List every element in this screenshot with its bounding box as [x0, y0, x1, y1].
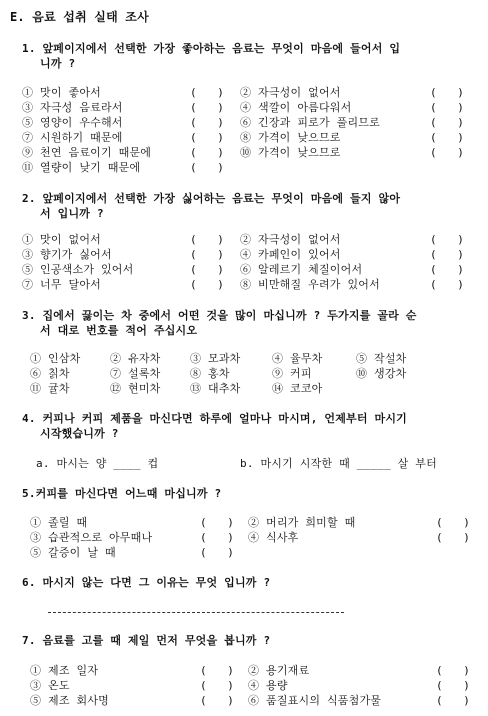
q3-option: ⑦ 설록차 [110, 367, 161, 380]
q5-answer-box[interactable]: ( ) [200, 516, 235, 529]
q7-answer-box[interactable]: ( ) [200, 679, 235, 692]
q3-option: ⑥ 칡차 [30, 367, 70, 380]
q2-answer-box[interactable]: ( ) [190, 248, 225, 261]
q5-answer-box[interactable]: ( ) [200, 546, 235, 559]
q1-answer-box[interactable]: ( ) [190, 101, 225, 114]
q1-option: ⑦ 시원하기 때문에 [22, 131, 123, 144]
q2-answer-box[interactable]: ( ) [190, 278, 225, 291]
q2-answer-box[interactable]: ( ) [430, 248, 465, 261]
q6-text-line1: 6. 마시지 않는 다면 그 이유는 무엇 입니까 ? [22, 576, 271, 589]
q1-option: ③ 자극성 음료라서 [22, 101, 123, 114]
q1-option: ⑧ 가격이 낮으므로 [240, 131, 341, 144]
q7-option: ② 용기재료 [248, 664, 310, 677]
q3-text-line2: 서 대로 번호를 적어 주십시오 [40, 324, 198, 337]
q3-option: ⑬ 대추차 [190, 382, 241, 395]
q1-option: ⑤ 영양이 우수해서 [22, 116, 123, 129]
q3-option: ⑭ 코코아 [272, 382, 323, 395]
q1-answer-box[interactable]: ( ) [190, 146, 225, 159]
q5-option: ③ 습관적으로 아무때나 [30, 531, 153, 544]
q7-answer-box[interactable]: ( ) [436, 679, 471, 692]
q3-option: ① 인삼차 [30, 352, 81, 365]
q2-answer-box[interactable]: ( ) [190, 233, 225, 246]
q4-amount-field[interactable]: a. 마시는 양 ____ 컵 [36, 457, 159, 470]
q2-text-line2: 서 입니까 ? [40, 207, 104, 220]
q5-answer-box[interactable]: ( ) [436, 531, 471, 544]
q1-option: ⑥ 긴장과 피로가 풀리므로 [240, 116, 380, 129]
q1-answer-box[interactable]: ( ) [190, 86, 225, 99]
q3-option: ② 유자차 [110, 352, 161, 365]
q1-answer-box[interactable]: ( ) [430, 131, 465, 144]
q1-answer-box[interactable]: ( ) [190, 161, 225, 174]
q2-option: ③ 향기가 싫어서 [22, 248, 112, 261]
q5-answer-box[interactable]: ( ) [436, 516, 471, 529]
q1-answer-box[interactable]: ( ) [430, 146, 465, 159]
q3-option: ⑤ 작설차 [356, 352, 407, 365]
q2-answer-box[interactable]: ( ) [430, 278, 465, 291]
q2-option: ② 자극성이 없어서 [240, 233, 341, 246]
q1-answer-box[interactable]: ( ) [430, 101, 465, 114]
q2-answer-box[interactable]: ( ) [430, 263, 465, 276]
q1-answer-box[interactable]: ( ) [430, 116, 465, 129]
q5-option: ⑤ 갈증이 날 때 [30, 546, 116, 559]
q1-option: ⑩ 가격이 낮으므로 [240, 146, 341, 159]
q7-option: ⑤ 제조 회사명 [30, 694, 109, 707]
q3-option: ④ 율무차 [272, 352, 323, 365]
q2-option: ⑥ 알레르기 체질이어서 [240, 263, 363, 276]
q2-answer-box[interactable]: ( ) [190, 263, 225, 276]
q1-answer-box[interactable]: ( ) [190, 116, 225, 129]
q3-option: ⑪ 귤차 [30, 382, 70, 395]
q7-option: ① 제조 일자 [30, 664, 99, 677]
q7-option: ⑥ 품질표시의 식품첨가물 [248, 694, 382, 707]
q3-option: ⑧ 홍차 [190, 367, 230, 380]
q7-answer-box[interactable]: ( ) [200, 664, 235, 677]
q2-option: ① 맛이 없어서 [22, 233, 101, 246]
q5-option: ① 졸릴 때 [30, 516, 88, 529]
q1-option: ② 자극성이 없어서 [240, 86, 341, 99]
section-title: E. 음료 섭취 실태 조사 [10, 10, 149, 24]
q2-option: ⑧ 비만해질 우려가 있어서 [240, 278, 380, 291]
q1-answer-box[interactable]: ( ) [430, 86, 465, 99]
q7-answer-box[interactable]: ( ) [436, 694, 471, 707]
q3-option: ⑫ 현미차 [110, 382, 161, 395]
q5-option: ④ 식사후 [248, 531, 299, 544]
q4-start-age-field[interactable]: b. 마시기 시작한 때 _____ 살 부터 [240, 457, 437, 470]
q2-option: ⑤ 인공색소가 있어서 [22, 263, 134, 276]
q3-option: ⑩ 생강차 [356, 367, 407, 380]
q3-option: ⑨ 커피 [272, 367, 312, 380]
q7-option: ③ 온도 [30, 679, 70, 692]
q3-option: ③ 모과차 [190, 352, 241, 365]
q2-option: ④ 카페인이 있어서 [240, 248, 341, 261]
q5-answer-box[interactable]: ( ) [200, 531, 235, 544]
q1-option: ⑨ 천연 음료이기 때문에 [22, 146, 152, 159]
q1-text-line2: 니까 ? [40, 57, 76, 70]
q2-option: ⑦ 너무 달아서 [22, 278, 101, 291]
q1-text-line1: 1. 앞페이지에서 선택한 가장 좋아하는 음료는 무엇이 마음에 들어서 입 [22, 42, 401, 55]
q5-text-line1: 5.커피를 마신다면 어느때 마십니까 ? [22, 487, 222, 500]
q7-option: ④ 용량 [248, 679, 288, 692]
q5-option: ② 머리가 희미할 때 [248, 516, 356, 529]
q4-text-line2: 시작했습니까 ? [40, 427, 119, 440]
q4-text-line1: 4. 커피나 커피 제품을 마신다면 하루에 얼마나 마시며, 언제부터 마시기 [22, 412, 407, 425]
q6-answer-line[interactable] [48, 612, 344, 613]
q2-text-line1: 2. 앞페이지에서 선택한 가장 싫어하는 음료는 무엇이 마음에 들지 않아 [22, 192, 401, 205]
q1-answer-box[interactable]: ( ) [190, 131, 225, 144]
q7-answer-box[interactable]: ( ) [436, 664, 471, 677]
q2-answer-box[interactable]: ( ) [430, 233, 465, 246]
q7-answer-box[interactable]: ( ) [200, 694, 235, 707]
q3-text-line1: 3. 집에서 끓이는 차 중에서 어떤 것을 많이 마십니까 ? 두가지를 골라 순 [22, 309, 417, 322]
q1-option: ⑪ 열량이 낮기 때문에 [22, 161, 141, 174]
q7-text-line1: 7. 음료를 고를 때 제일 먼저 무엇을 봅니까 ? [22, 634, 271, 647]
q1-option: ④ 색깔이 아름다워서 [240, 101, 352, 114]
q1-option: ① 맛이 좋아서 [22, 86, 101, 99]
